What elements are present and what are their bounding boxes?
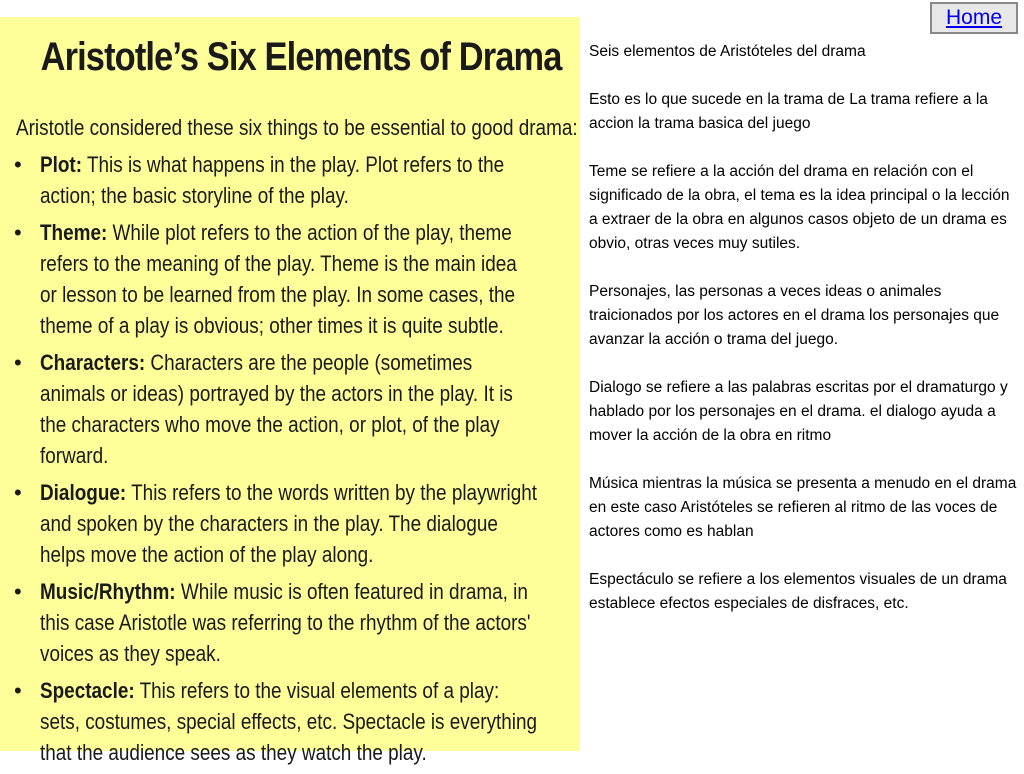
translation-paragraph: Dialogo se refiere a las palabras escritas por el dramaturgo y hablado por los personajes en el drama. el dialogo ayuda a mover la acción de la obra en ritmo [589,379,1008,444]
translation-paragraph: Teme se refiere a la acción del drama en relación con el significado de la obra, el tema es la idea principal o la lección a extraer de la obra en algunos casos objeto de un drama es obvio, otras veces muy sutiles. [589,163,1010,252]
home-button[interactable] [930,2,1018,34]
term-description: This is what happens in the play. Plot refers to the action; the basic storyline of the play. [40,152,505,208]
list-item-characters [10,347,570,471]
slide-intro: Aristotle considered these six things to be essential to good drama: [16,115,578,140]
list-item-plot [10,149,570,211]
bullet-icon: • [14,678,22,703]
slide-image-panel [0,17,580,765]
translation-paragraph: Personajes, las personas a veces ideas o animales traicionados por los actores en el drama los personajes que avanzar la acción o trama del juego. [589,283,1000,348]
term-description: While music is often featured in drama, in this case Aristotle was referring to the rhythm of the actors' voices as they speak. [40,579,531,666]
bullet-icon: • [14,350,22,375]
translation-paragraph: Música mientras la música se presenta a menudo en el drama en este caso Aristóteles se refieren al ritmo de las voces de actores como es hablan [589,475,1017,540]
bullet-icon: • [14,152,22,177]
term-description: This refers to the words written by the playwright and spoken by the characters in the play. The dialogue helps move the action of the play along. [40,480,538,567]
bullet-icon: • [14,579,22,604]
list-item-theme [10,217,570,341]
term-description: This refers to the visual elements of a play: sets, costumes, special effects, etc. Spectacle is everything that the audience sees as they watch the play. [40,678,538,765]
term-label: Dialogue: [40,480,127,505]
home-link[interactable]: Home [945,6,1003,29]
list-item-spectacle [10,675,570,768]
translation-paragraph: Seis elementos de Aristóteles del drama [589,43,866,60]
bullet-icon: • [14,480,22,505]
term-label: Theme: [40,220,108,245]
translation-paragraph: Esto es lo que sucede en la trama de La trama refiere a la accion la trama basica del juego [589,91,988,132]
list-item-dialogue [10,477,570,570]
term-label: Plot: [40,152,83,177]
elements-list [10,149,570,774]
term-description: While plot refers to the action of the play, theme refers to the meaning of the play. Theme is the main idea or lesson to be learned from the play. In some cases, the theme of a play is obvious; other times it is quite subtle. [40,220,517,338]
bullet-icon: • [14,220,22,245]
term-label: Music/Rhythm: [40,579,176,604]
list-item-music-rhythm [10,576,570,669]
term-label: Spectacle: [40,678,135,703]
term-description: Characters are the people (sometimes animals or ideas) portrayed by the actors in the play. It is the characters who move the action, or plot, of the play forward. [40,350,513,468]
slide-title: Aristotle’s Six Elements of Drama [40,35,562,79]
translation-text [589,40,1017,640]
term-label: Characters: [40,350,146,375]
translation-paragraph: Espectáculo se refiere a los elementos visuales de un drama establece efectos especiales de disfraces, etc. [589,571,1007,612]
